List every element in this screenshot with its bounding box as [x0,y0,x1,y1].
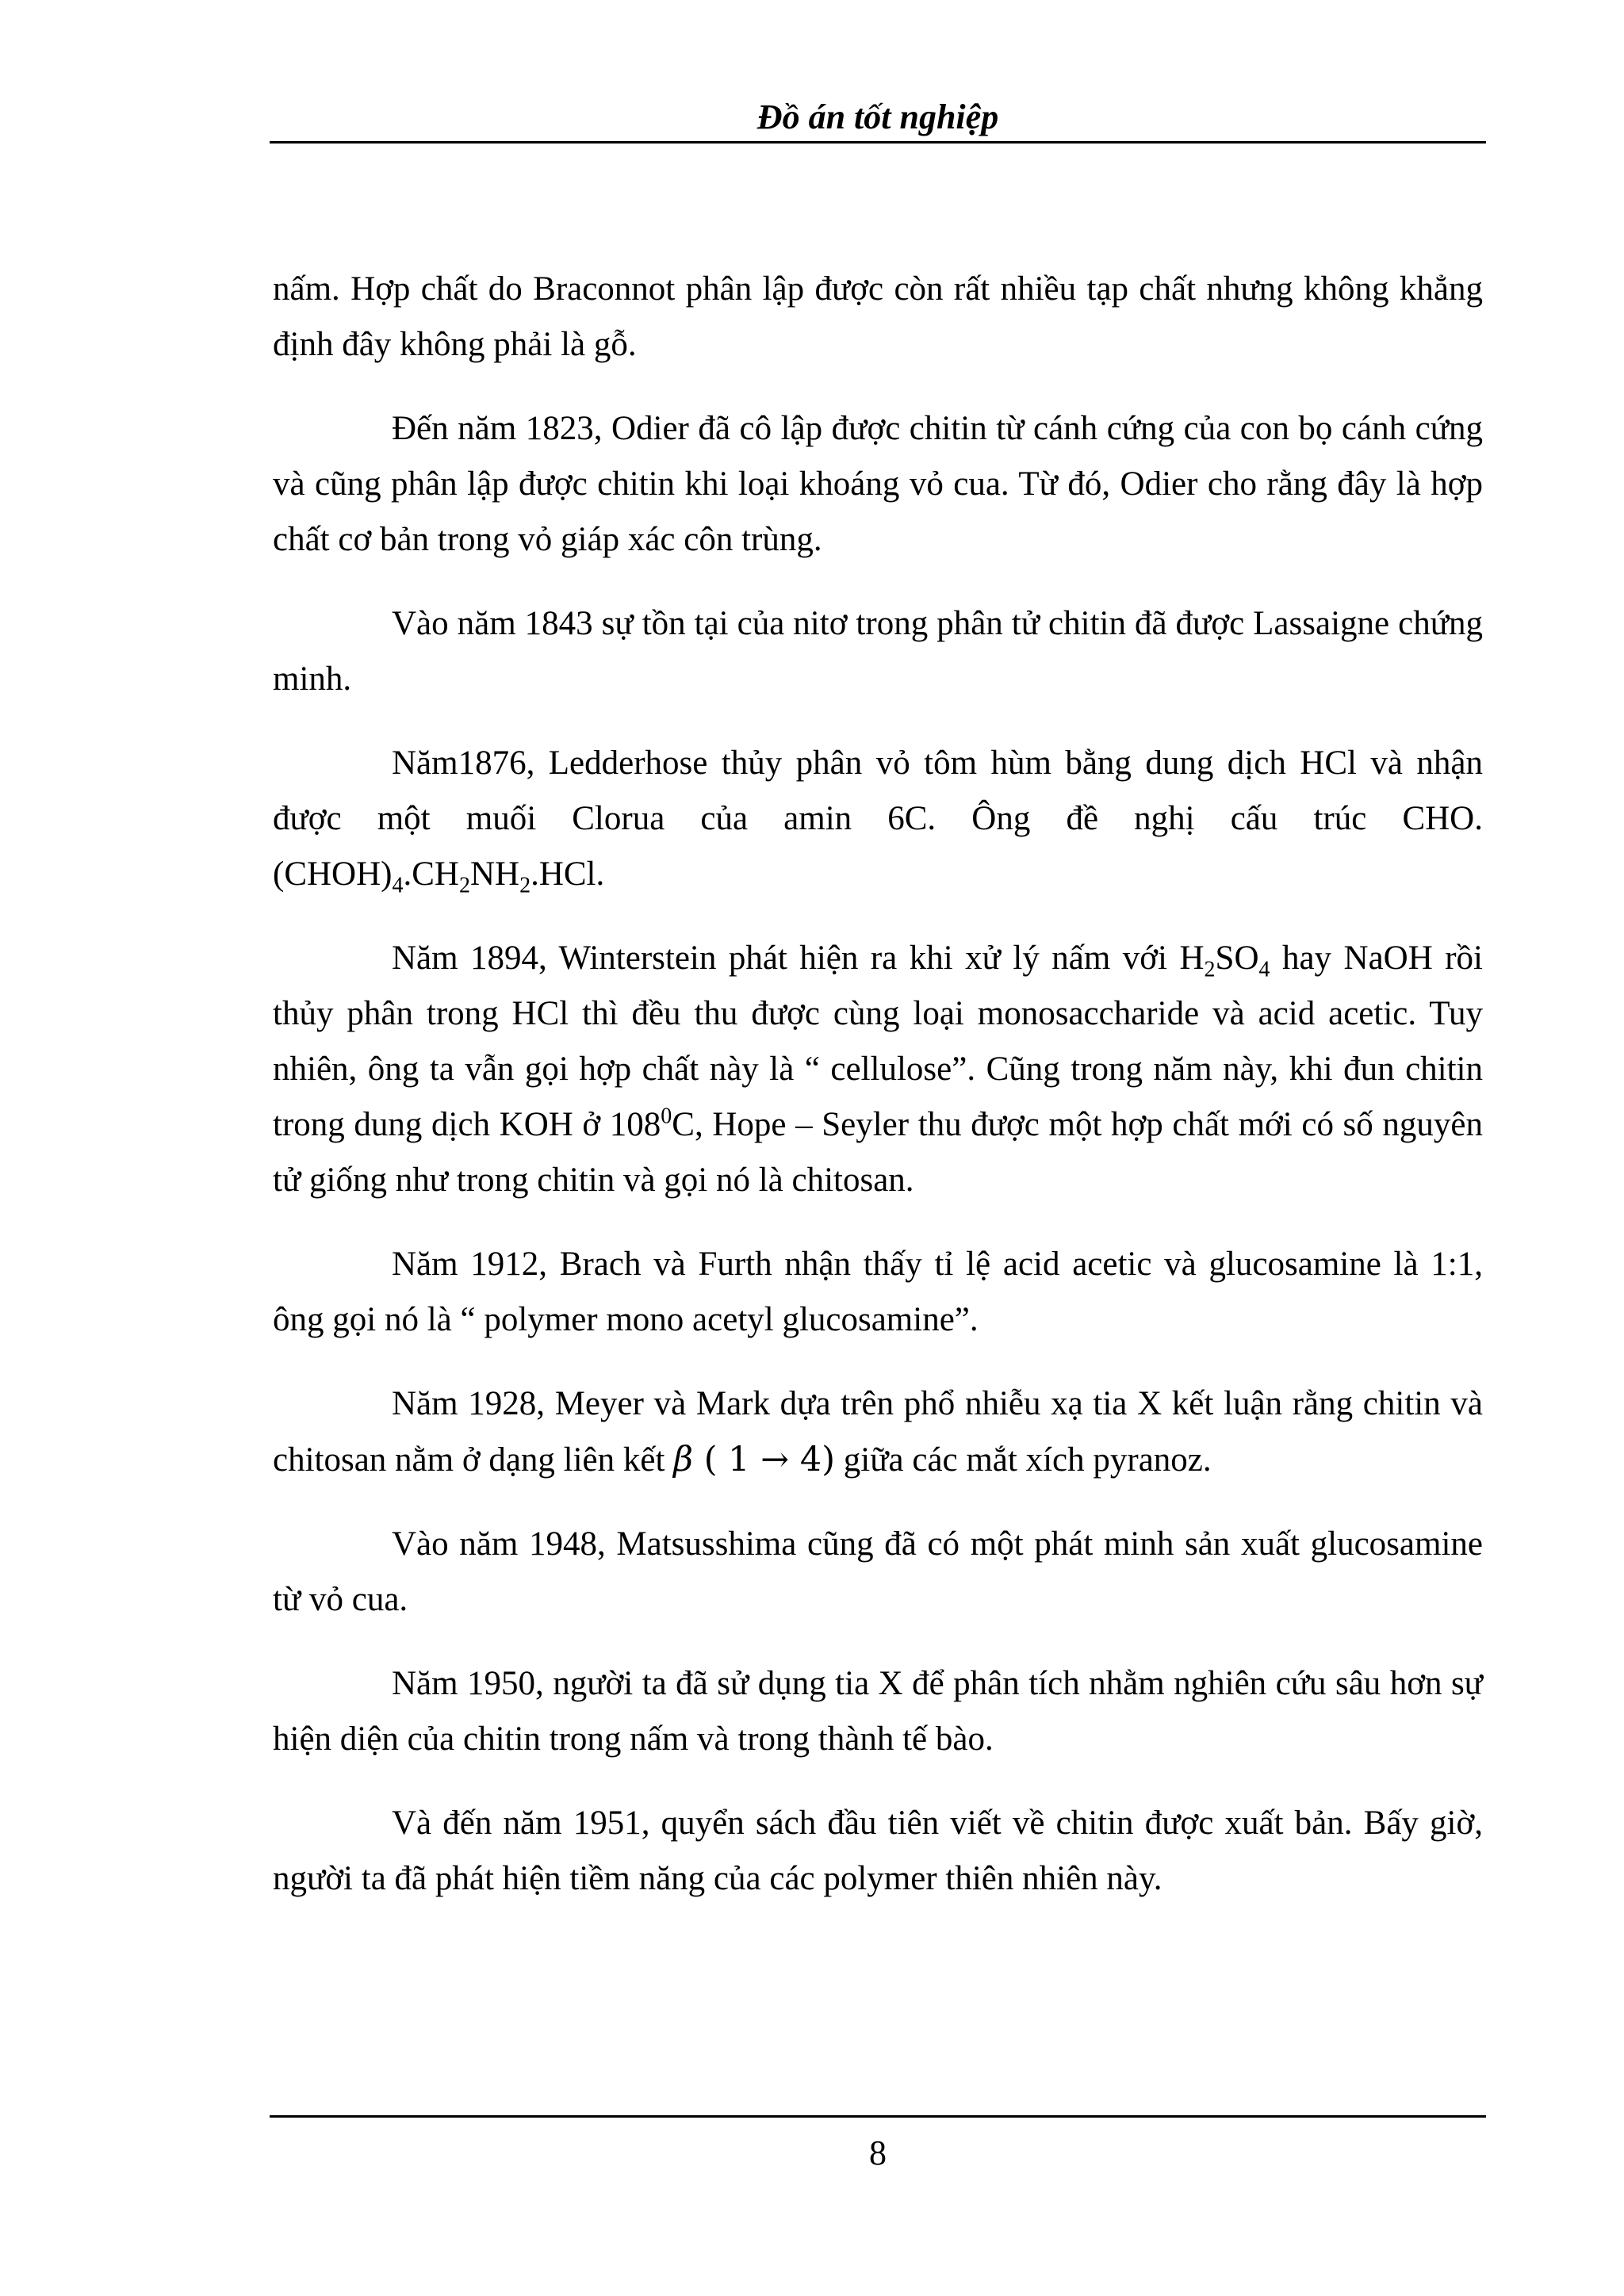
paragraph-4 [273,736,1483,902]
beta-symbol: β [673,1440,694,1479]
header-divider [270,141,1486,144]
paragraph-1: nấm. Hợp chất do Braconnot phân lập được còn rất nhiều tạp chất nhưng không khẳng định đây không phải là gỗ. [273,270,1483,363]
paragraph-10: Và đến năm 1951, quyển sách đầu tiên viết về chitin được xuất bản. Bấy giờ, người ta đã phát hiện tiềm năng của các polymer thiên nhiên này. [273,1804,1483,1897]
paragraph-9: Năm 1950, người ta đã sử dụng tia X để phân tích nhằm nghiên cứu sâu hơn sự hiện diện của chitin trong nấm và trong thành tế bào. [273,1665,1483,1758]
page-number: 8 [869,2133,887,2172]
glycosidic-bond-notation: ( 1 → 4) [693,1440,836,1479]
footer-divider [270,2115,1486,2118]
chemical-formula: $CHO.(CHOH)_4.CH_2NH_2.HCl$. [273,800,1483,898]
paragraph-2: Đến năm 1823, Odier đã cô lập được chitin từ cánh cứng của con bọ cánh cứng và cũng phân lập được chitin khi loại khoáng vỏ cua. Từ đó, Odier cho rằng đây là hợp chất cơ bản trong vỏ giáp xác côn trùng. [273,410,1483,558]
paragraph-6: Năm 1912, Brach và Furth nhận thấy tỉ lệ acid acetic và glucosamine là 1:1, ông gọi nó là “ polymer mono acetyl glucosamine”. [273,1246,1483,1338]
running-header-title: Đồ án tốt nghiệp [756,98,999,136]
paragraph-3: Vào năm 1843 sự tồn tại của nitơ trong phân tử chitin đã được Lassaigne chứng minh. [273,605,1483,698]
paragraph-7: Năm 1928, Meyer và Mark dựa trên phổ nhiễu xạ tia X kết luận rằng chitin và chitosan nằm ở dạng liên kết β ( 1 → 4) giữa các mắt xích pyranoz. [273,1385,1483,1479]
paragraph-4-text: Năm1876, Ledderhose thủy phân vỏ tôm hùm bằng dung dịch HCl và nhận được một muối Clorua của amin 6C. Ông đề nghị cấu trúc [273,744,1483,837]
body-text [273,262,1483,1935]
paragraph-8: Vào năm 1948, Matsusshima cũng đã có một phát minh sản xuất glucosamine từ vỏ cua. [273,1525,1483,1618]
paragraph-5: Năm 1894, Winterstein phát hiện ra khi xử lý nấm với $H_2SO_4$ hay NaOH rồi thủy phân trong HCl thì đều thu được cùng loại monosaccharide và acid acetic. Tuy nhiên, ông ta vẫn gọi hợp chất này là “ cellulose”. Cũng trong năm này, khi đun chitin trong dung dịch KOH ở $108^0C$, Hope – Seyler thu được một hợp chất mới có số nguyên tử giống như trong chitin và gọi nó là chitosan. [273,939,1483,1199]
